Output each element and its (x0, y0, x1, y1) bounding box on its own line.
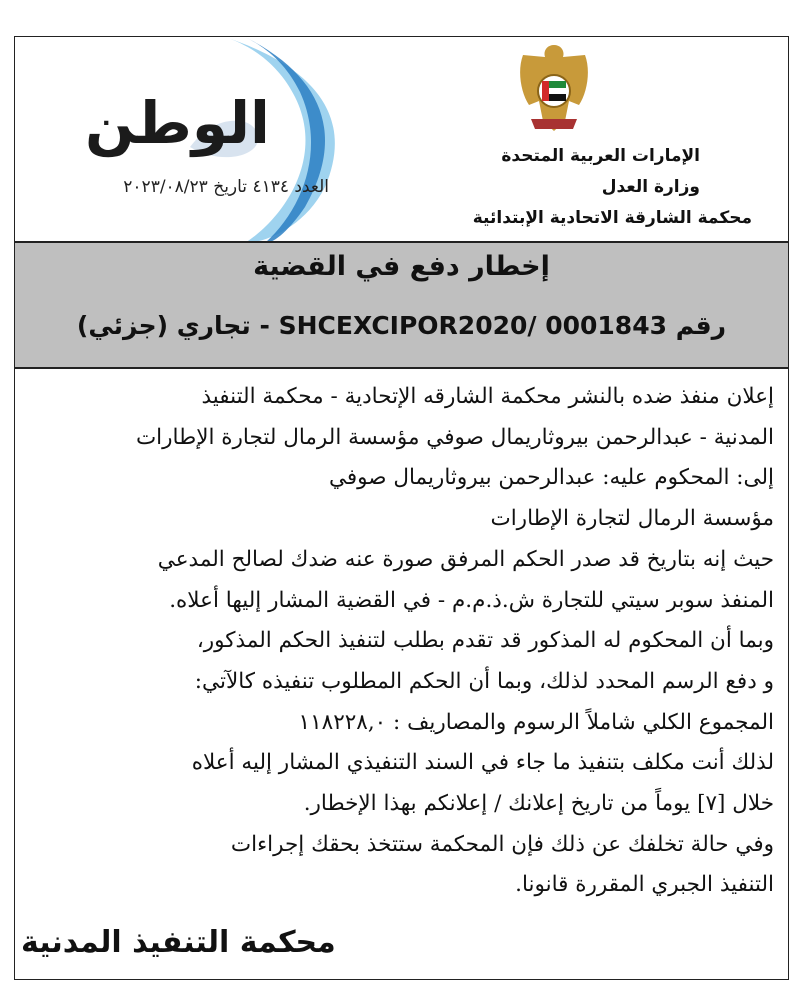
body-line: حيث إنه بتاريخ قد صدر الحكم المرفق صورة عنه ضدك لصالح المدعي (157, 546, 774, 572)
body-line: مؤسسة الرمال لتجارة الإطارات (490, 506, 774, 532)
ministry-name: وزارة العدل (601, 177, 700, 197)
newspaper-logo-text: الوطن (85, 89, 270, 157)
body-line: المدنية - عبدالرحمن بيروثاريمال صوفي مؤسسة الرمال لتجارة الإطارات (135, 424, 774, 450)
newspaper-logo-block (35, 37, 365, 243)
body-line: إعلان منفذ ضده بالنشر محكمة الشارقه الإتحادية - محكمة التنفيذ (201, 384, 774, 409)
notice-frame (14, 36, 789, 980)
uae-emblem-icon (513, 41, 595, 137)
body-line: و دفع الرسم المحدد لذلك، وبما أن الحكم المطلوب تنفيذه كالآتي: (194, 668, 774, 694)
notice-header (15, 37, 788, 243)
title-divider (15, 367, 788, 369)
issue-date: العدد ٤١٣٤ تاريخ ٢٠٢٣/٠٨/٢٣ (123, 177, 329, 197)
body-line: إلى: المحكوم عليه: عبدالرحمن بيروثاريمال صوفي (328, 465, 774, 491)
notice-title: إخطار دفع في القضية (253, 251, 550, 282)
body-line: وفي حالة تخلفك عن ذلك فإن المحكمة ستتخذ بحقك إجراءات (230, 831, 774, 857)
country-name: الإمارات العربية المتحدة (501, 146, 700, 166)
body-line: وبما أن المحكوم له المذكور قد تقدم بطلب لتنفيذ الحكم المذكور، (196, 628, 774, 654)
body-line: المجموع الكلي شاملاً الرسوم والمصاريف : ١١٨٢٢٨,٠ (298, 709, 774, 735)
signature: محكمة التنفيذ المدنية (21, 925, 336, 960)
body-line: خلال [٧] يوماً من تاريخ إعلانك / إعلانكم بهذا الإخطار. (303, 791, 774, 817)
court-name: محكمة الشارقة الاتحادية الإبتدائية (472, 208, 752, 228)
case-number: رقم SHCEXCIPOR2020/ 0001843 - تجاري (جزئي) (76, 311, 727, 340)
body-line: لذلك أنت مكلف بتنفيذ ما جاء في السند التنفيذي المشار إليه أعلاه (191, 750, 774, 776)
notice-body (29, 377, 774, 906)
authority-block (421, 141, 752, 234)
body-line: التنفيذ الجبري المقررة قانونا. (515, 872, 774, 898)
body-line: المنفذ سوبر سيتي للتجارة ش.ذ.م.م - في القضية المشار إليها أعلاه. (169, 587, 774, 613)
